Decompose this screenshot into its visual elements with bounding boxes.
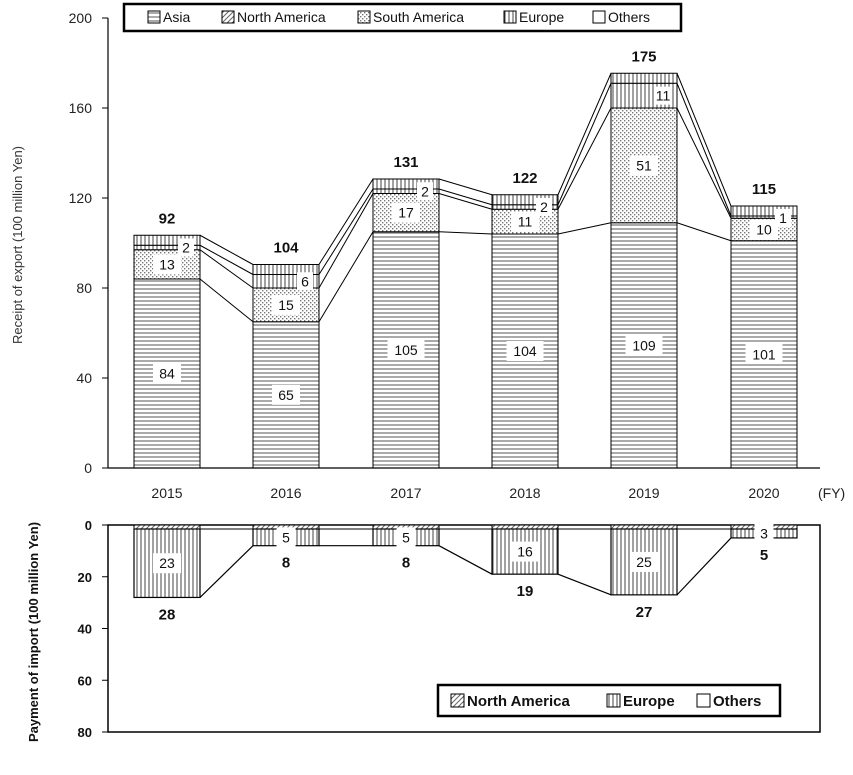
import-legend-label-europe: Europe <box>623 693 675 710</box>
export-data-label-europe-2019: 11 <box>655 87 671 104</box>
legend-label-north-america: North America <box>237 9 326 25</box>
export-data-label-asia-2015: 84 <box>159 365 175 382</box>
export-y-tick-label: 120 <box>68 190 92 206</box>
export-legend <box>124 4 681 31</box>
import-total-2019: 27 <box>635 603 653 621</box>
export-connector-line <box>319 232 373 322</box>
legend-label-europe: Europe <box>519 9 565 25</box>
import-legend-label-others: Others <box>713 693 762 710</box>
import-total-2018: 19 <box>516 583 534 601</box>
export-data-label-south-america-2019: 51 <box>636 157 652 174</box>
import-total-2017: 8 <box>401 554 411 572</box>
legend-swatch-north-america <box>222 11 234 23</box>
import-y-axis-label: Payment of import (100 million Yen) <box>26 521 41 743</box>
export-data-label-south-america-2020: 10 <box>756 221 772 238</box>
legend-swatch-others <box>593 11 605 23</box>
export-connector-line <box>200 250 253 288</box>
export-connector-line <box>558 73 611 195</box>
import-connector-line <box>558 574 611 595</box>
export-x-tick-label-2016: 2016 <box>270 485 302 501</box>
export-y-tick-label: 200 <box>68 10 92 26</box>
legend-label-asia: Asia <box>163 9 191 25</box>
export-total-2015: 92 <box>158 210 176 228</box>
export-x-tick-label-2020: 2020 <box>748 485 780 501</box>
export-data-label-europe-2017: 2 <box>421 183 429 200</box>
export-data-label-south-america-2016: 15 <box>278 296 294 313</box>
export-y-axis-label: Receipt of export (100 million Yen) <box>10 145 25 345</box>
export-data-label-south-america-2015: 13 <box>159 256 175 273</box>
export-data-label-asia-2017: 105 <box>394 341 418 358</box>
export-data-label-asia-2019: 109 <box>632 337 656 354</box>
export-chart <box>10 4 845 501</box>
export-connector-line <box>677 223 731 241</box>
import-legend-swatch-europe <box>607 694 620 707</box>
export-data-label-south-america-2017: 17 <box>398 204 414 221</box>
export-connector-line <box>677 73 731 206</box>
export-data-label-asia-2016: 65 <box>278 386 294 403</box>
export-connector-line <box>558 108 611 209</box>
import-data-label-europe-2018: 16 <box>517 543 533 560</box>
legend-swatch-asia <box>148 11 160 23</box>
export-data-label-asia-2018: 104 <box>513 343 537 359</box>
import-connector-line <box>439 546 492 574</box>
import-total-2020: 5 <box>759 546 769 564</box>
import-data-label-europe-2019: 25 <box>636 553 652 570</box>
legend-swatch-europe <box>504 11 516 23</box>
export-connector-line <box>319 194 373 289</box>
export-data-label-europe-2015: 2 <box>182 239 190 256</box>
import-legend-label-north-america: North America <box>467 693 570 710</box>
export-connector-line <box>319 179 373 265</box>
legend-label-south-america: South America <box>373 9 465 25</box>
import-data-label-europe-2015: 23 <box>159 555 175 572</box>
export-y-tick-label: 160 <box>68 100 92 116</box>
export-data-label-south-america-2018: 11 <box>517 213 533 230</box>
export-x-axis-unit: (FY) <box>818 485 846 501</box>
import-data-label-europe-2016: 5 <box>282 529 290 546</box>
import-y-tick-label: 40 <box>77 621 92 637</box>
export-connector-line <box>558 223 611 234</box>
legend-swatch-south-america <box>358 11 370 23</box>
export-total-2020: 115 <box>751 181 777 198</box>
export-connector-line <box>319 189 373 275</box>
import-legend-swatch-north-america <box>451 694 464 707</box>
export-connector-line <box>200 279 253 322</box>
export-connector-line <box>677 108 731 218</box>
export-total-2018: 122 <box>512 169 538 187</box>
import-data-label-europe-2020: 3 <box>760 525 768 542</box>
export-total-2017: 131 <box>393 154 419 171</box>
export-total-2019: 175 <box>631 48 657 66</box>
import-connector-line <box>677 538 731 595</box>
export-total-2016: 104 <box>273 239 299 257</box>
export-connector-line <box>439 232 492 234</box>
import-legend <box>438 685 780 716</box>
import-legend-swatch-others <box>697 694 710 707</box>
export-connector-line <box>439 179 492 195</box>
export-y-tick-label: 0 <box>84 460 92 476</box>
export-data-label-europe-2020: 1 <box>779 210 787 226</box>
import-total-2015: 28 <box>158 606 176 624</box>
export-x-tick-label-2018: 2018 <box>509 485 541 501</box>
export-bar-cap-2019 <box>611 73 677 83</box>
export-connector-line <box>439 189 492 205</box>
export-x-tick-label-2015: 2015 <box>151 485 183 501</box>
export-data-label-europe-2016: 6 <box>301 273 309 290</box>
export-x-tick-label-2017: 2017 <box>390 485 422 501</box>
import-chart <box>26 518 820 742</box>
export-data-label-asia-2020: 101 <box>752 346 776 363</box>
export-connector-line <box>558 83 611 205</box>
import-data-label-europe-2017: 5 <box>402 529 410 546</box>
export-x-tick-label-2019: 2019 <box>628 485 660 501</box>
export-connector-line <box>439 194 492 210</box>
import-total-2016: 8 <box>281 554 291 572</box>
import-y-tick-label: 20 <box>77 569 92 585</box>
export-data-label-europe-2018: 2 <box>540 199 548 215</box>
export-y-tick-label: 80 <box>76 280 92 296</box>
legend-label-others: Others <box>608 9 651 25</box>
import-connector-line <box>200 546 253 598</box>
import-y-tick-label: 80 <box>77 725 92 740</box>
import-y-tick-label: 60 <box>77 673 92 689</box>
import-y-tick-label: 0 <box>84 518 92 533</box>
export-connector-line <box>677 83 731 216</box>
export-y-tick-label: 40 <box>76 370 92 386</box>
